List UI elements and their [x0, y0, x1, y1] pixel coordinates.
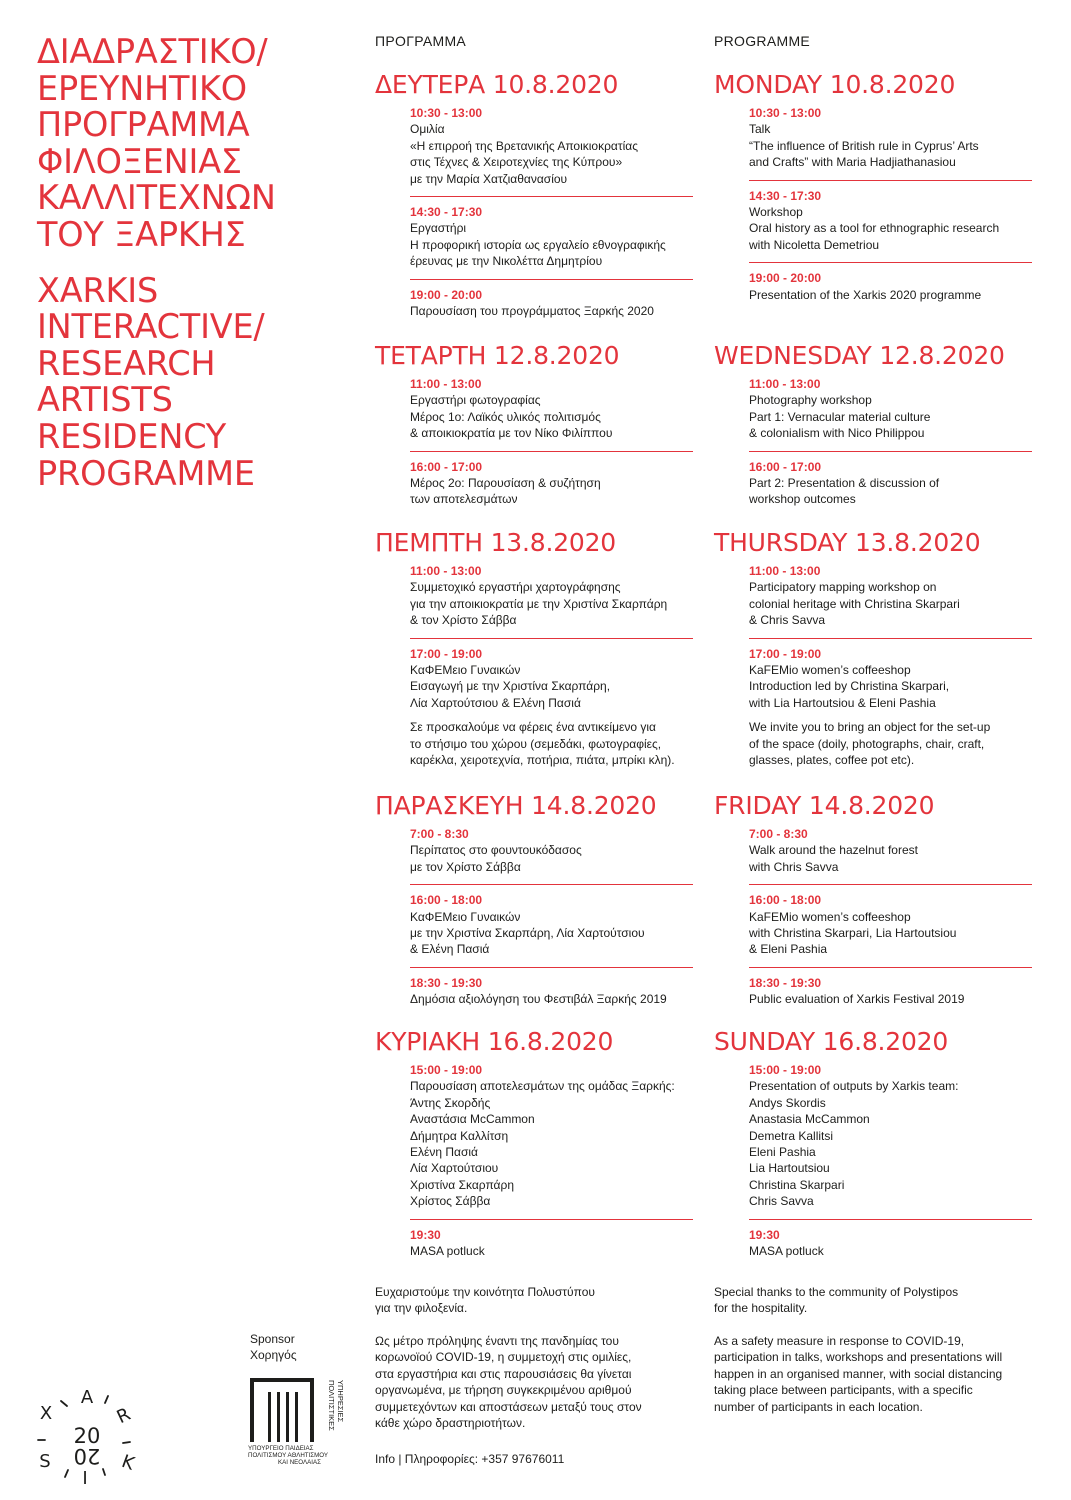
- event-time: 14:30 - 17:30: [410, 205, 483, 220]
- english-programme-column: [714, 33, 1059, 1259]
- day-title: SUNDAY 16.8.2020: [714, 1027, 949, 1056]
- event: [749, 188, 1032, 264]
- logo-tick: [61, 1401, 67, 1406]
- logo-letter-a: A: [80, 1387, 94, 1408]
- event: [410, 105, 693, 197]
- day-title: FRIDAY 14.8.2020: [714, 791, 935, 820]
- day-title: ΔΕΥΤΕΡΑ 10.8.2020: [375, 70, 619, 99]
- event: [749, 459, 1032, 517]
- logo-year-bottom: 20: [73, 1444, 101, 1468]
- sponsor-label: Sponsor Χορηγός: [250, 1332, 297, 1363]
- logo-letter-x: X: [39, 1403, 53, 1424]
- title-greek: ΔΙΑΔΡΑΣΤΙΚΟ/ ΕΡΕΥΝΗΤΙΚΟ ΠΡΟΓΡΑΜΜΑ ΦΙΛΟΞΕΝΙΑΣ ΚΑΛΛΙΤΕΧΝΩΝ ΤΟΥ ΞΑΡΚΗΣ: [37, 32, 276, 254]
- safety-note-greek: Ως μέτρο πρόληψης έναντι της πανδημίας του κορωνοϊού COVID-19, η συμμετοχή στις ομιλίες, στα εργαστήρια και στις παρουσιάσεις θα γίνεται οργανωμένα, με τήρηση συγκεκριμένου αριθμού συμμετεχόντων και αποστάσεων μεταξύ τους στον κάθε χώρο δραστηριοτήτων.: [375, 1334, 642, 1431]
- greek-column-heading: ΠΡΟΓΡΑΜΜΑ: [375, 33, 467, 49]
- logo-tick: [123, 1442, 130, 1443]
- day-block-english-thursday: [714, 529, 1059, 777]
- event-time: 11:00 - 13:00: [749, 564, 821, 578]
- event-time: 14:30 - 17:30: [749, 188, 822, 203]
- logo-letter-k: K: [118, 1450, 138, 1475]
- day-block-greek-thursday: [375, 529, 720, 777]
- event-time: 10:30 - 13:00: [410, 106, 483, 120]
- greek-programme-column: [375, 33, 720, 1259]
- event: [410, 826, 693, 885]
- event-time: 19:00 - 20:00: [410, 287, 483, 302]
- day-title: ΚΥΡΙΑΚΗ 16.8.2020: [375, 1027, 614, 1056]
- ministry-text-2: ΠΟΛΙΤΙΣΜΟΥ ΑΘΛΗΤΙΣΜΟΥ: [248, 1452, 329, 1459]
- event-description: Εργαστήρι Η προφορική ιστορία ως εργαλείο εθνογραφικής έρευνας με την Νικολέττα Δημητρίου: [410, 221, 666, 269]
- event-note: Σε προσκαλούμε να φέρεις ένα αντικείμενο για το στήσιμο του χώρου (σεμεδάκι, φωτογραφίες, καρέκλα, χειροτεχνία, ποτήρια, πιάτα, μπρίκι κλη).: [410, 720, 675, 768]
- event: [410, 646, 693, 778]
- event-note: We invite you to bring an object for the set-up of the space (doily, photographs, chair, craft, glasses, plates, coffee pot etc).: [749, 720, 991, 768]
- event-description: KaFEMio women’s coffeeshop Introduction led by Christina Skarpari, with Lia Hartoutsiou & Eleni Pashia: [749, 663, 950, 710]
- event: [749, 105, 1032, 181]
- event-time: 18:30 - 19:30: [410, 975, 483, 990]
- event-time: 19:30: [749, 1227, 780, 1242]
- event-description: Part 2: Presentation & discussion of workshop outcomes: [749, 476, 940, 507]
- event: [749, 892, 1032, 968]
- event-description: Παρουσίαση αποτελεσμάτων της ομάδας Ξαρκής: Άντης Σκορδής Αναστάσια McCammon Δήμητρα Καλλίτση Ελένη Πασιά Λία Χαρτούτσιου Χριστίνα Σκαρπάρη Χρίστος Σάββα: [410, 1079, 675, 1209]
- event: [749, 1062, 1032, 1220]
- event-description: Περίπατος στο φουντουκόδασος με τον Χρίστο Σάββα: [410, 843, 582, 874]
- event-description: MASA potluck: [410, 1244, 485, 1259]
- event-time: 17:00 - 19:00: [410, 646, 483, 661]
- event: [749, 270, 1032, 312]
- day-block-greek-wednesday: [375, 342, 720, 517]
- logo-year-top: 20: [73, 1424, 101, 1448]
- event: [410, 204, 693, 280]
- ministry-side-text-1: ΠΟΛΙΤΙΣΤΙΚΕΣ: [327, 1380, 336, 1431]
- event-time: 11:00 - 13:00: [410, 564, 482, 578]
- logo-letter-i: I: [82, 1468, 88, 1488]
- event: [410, 1227, 693, 1269]
- event: [410, 376, 693, 452]
- event: [749, 1227, 1032, 1269]
- day-title: ΠΑΡΑΣΚΕΥΗ 14.8.2020: [375, 791, 657, 820]
- event-time: 17:00 - 19:00: [749, 646, 822, 661]
- event-description: Εργαστήρι φωτογραφίας Μέρος 1ο: Λαϊκός υλικός πολιτισμός & αποικιοκρατία με τον Νίκο Φιλίππου: [410, 393, 613, 441]
- event-time: 7:00 - 8:30: [749, 827, 808, 841]
- xarkis-logo: [30, 1378, 140, 1488]
- ministry-text-1: ΥΠΟΥΡΓΕΙΟ ΠΑΙΔΕΙΑΣ: [248, 1445, 314, 1452]
- event-time: 11:00 - 13:00: [749, 377, 821, 391]
- event: [410, 459, 693, 517]
- event-time: 11:00 - 13:00: [410, 377, 482, 391]
- ministry-side-text-2: ΥΠΗΡΕΣΙΕΣ: [336, 1380, 345, 1423]
- day-block-english-wednesday: [714, 342, 1059, 517]
- event-time: 16:00 - 18:00: [749, 893, 822, 908]
- event-description: ΚαΦΕΜειο Γυναικών με την Χριστίνα Σκαρπάρη, Λία Χαρτούτσιου & Ελένη Πασιά: [410, 909, 645, 957]
- logo-bar-top: [250, 1378, 314, 1382]
- event: [410, 563, 693, 639]
- day-block-english-sunday: [714, 1028, 1059, 1268]
- event-time: 7:00 - 8:30: [410, 827, 469, 841]
- logo-bar-2: [277, 1392, 280, 1442]
- event-description: ΚαΦΕΜειο Γυναικών Εισαγωγή με την Χριστίνα Σκαρπάρη, Λία Χαρτούτσιου & Ελένη Πασιά: [410, 663, 611, 710]
- logo-bar-4: [295, 1392, 298, 1442]
- event: [749, 646, 1032, 778]
- event: [410, 1062, 693, 1220]
- logo-letter-s: S: [39, 1451, 51, 1472]
- safety-note-english: As a safety measure in response to COVID-19, participation in talks, workshops and presentations will happen in an organised manner, with social distancing taking place between participants, with a specific number of participants in each location.: [714, 1334, 1003, 1414]
- event-description: Walk around the hazelnut forest with Chris Savva: [749, 843, 918, 874]
- event: [410, 892, 693, 968]
- day-title: ΠΕΜΠΤΗ 13.8.2020: [375, 528, 617, 557]
- event-description: Παρουσίαση του προγράμματος Ξαρκής 2020: [410, 304, 654, 319]
- poster-title: [37, 34, 357, 492]
- event-time: 19:30: [410, 1227, 441, 1242]
- logo-bar-right: [310, 1382, 314, 1442]
- event: [749, 376, 1032, 452]
- event: [749, 563, 1032, 639]
- thanks-english: Special thanks to the community of Polystipos for the hospitality.: [714, 1285, 959, 1316]
- ministry-text-3: ΚΑΙ ΝΕΟΛΑΙΑΣ: [278, 1459, 321, 1466]
- title-english: XARKIS INTERACTIVE/ RESEARCH ARTISTS RESIDENCY PROGRAMME: [37, 270, 265, 493]
- day-title: ΤΕΤΑΡΤΗ 12.8.2020: [375, 341, 620, 370]
- day-block-greek-sunday: [375, 1028, 720, 1268]
- event-description: Συμμετοχικό εργαστήρι χαρτογράφησης για την αποικιοκρατία με την Χριστίνα Σκαρπάρη & τον Χρίστο Σάββα: [410, 580, 668, 628]
- event: [410, 287, 693, 329]
- event-description: Participatory mapping workshop on colonial heritage with Christina Skarpari & Chris Savva: [749, 580, 960, 628]
- event: [749, 975, 1032, 1017]
- event-time: 10:30 - 13:00: [749, 106, 822, 120]
- event-time: 18:30 - 19:30: [749, 975, 822, 990]
- event-time: 16:00 - 17:00: [749, 459, 822, 474]
- event-description: KaFEMio women’s coffeeshop with Christina Skarpari, Lia Hartoutsiou & Eleni Pashia: [749, 909, 957, 957]
- event: [410, 975, 693, 1017]
- event-time: 16:00 - 17:00: [410, 459, 483, 474]
- event-description: Talk “The influence of British rule in Cyprus’ Arts and Crafts” with Maria Hadjiathanasiou: [749, 122, 979, 170]
- event: [749, 826, 1032, 885]
- logo-tick: [105, 1396, 108, 1403]
- event-description: Ομιλία «Η επιρροή της Βρετανικής Αποικιοκρατίας στις Τέχνες & Χειροτεχνίες της Κύπρου» με την Μαρία Χατζιαθανασίου: [410, 122, 638, 186]
- event-description: MASA potluck: [749, 1244, 824, 1259]
- event-description: Photography workshop Part 1: Vernacular material culture & colonialism with Nico Philippou: [749, 393, 931, 441]
- event-description: Μέρος 2ο: Παρουσίαση & συζήτηση των αποτελεσμάτων: [410, 476, 601, 507]
- logo-bar-1: [268, 1392, 271, 1442]
- logo-tick: [103, 1469, 105, 1475]
- event-time: 16:00 - 18:00: [410, 893, 483, 908]
- event-time: 19:00 - 20:00: [749, 271, 822, 286]
- english-column-heading: PROGRAMME: [714, 33, 811, 49]
- event-description: Public evaluation of Xarkis Festival 2019: [749, 992, 965, 1007]
- day-block-greek-friday: [375, 792, 720, 1017]
- day-block-english-friday: [714, 792, 1059, 1017]
- day-title: WEDNESDAY 12.8.2020: [714, 341, 1005, 370]
- logo-tick: [65, 1470, 68, 1477]
- ministry-logo: [248, 1378, 363, 1468]
- event-description: Workshop Oral history as a tool for ethnographic research with Nicoletta Demetriou: [749, 205, 1000, 252]
- day-block-english-monday: [714, 71, 1059, 312]
- logo-letter-r: R: [113, 1403, 134, 1429]
- thanks-greek: Ευχαριστούμε την κοινότητα Πολυστύπου για την φιλοξενία.: [375, 1285, 595, 1316]
- logo-bar-left: [250, 1382, 254, 1442]
- day-title: THURSDAY 13.8.2020: [714, 528, 981, 557]
- event-description: Presentation of the Xarkis 2020 programme: [749, 287, 982, 302]
- event-description: Δημόσια αξιολόγηση του Φεστιβάλ Ξαρκής 2019: [410, 992, 667, 1007]
- info-phone: Info | Πληροφορίες: +357 97676011: [375, 1452, 565, 1466]
- day-block-greek-monday: [375, 71, 720, 328]
- event-description: Presentation of outputs by Xarkis team: Andys Skordis Anastasia McCammon Demetra Kallitsi Eleni Pashia Lia Hartoutsiou Christina Skarpari Chris Savva: [749, 1079, 959, 1209]
- logo-bar-3: [286, 1392, 289, 1442]
- event-time: 15:00 - 19:00: [749, 1063, 822, 1077]
- event-time: 15:00 - 19:00: [410, 1063, 483, 1077]
- day-title: MONDAY 10.8.2020: [714, 70, 956, 99]
